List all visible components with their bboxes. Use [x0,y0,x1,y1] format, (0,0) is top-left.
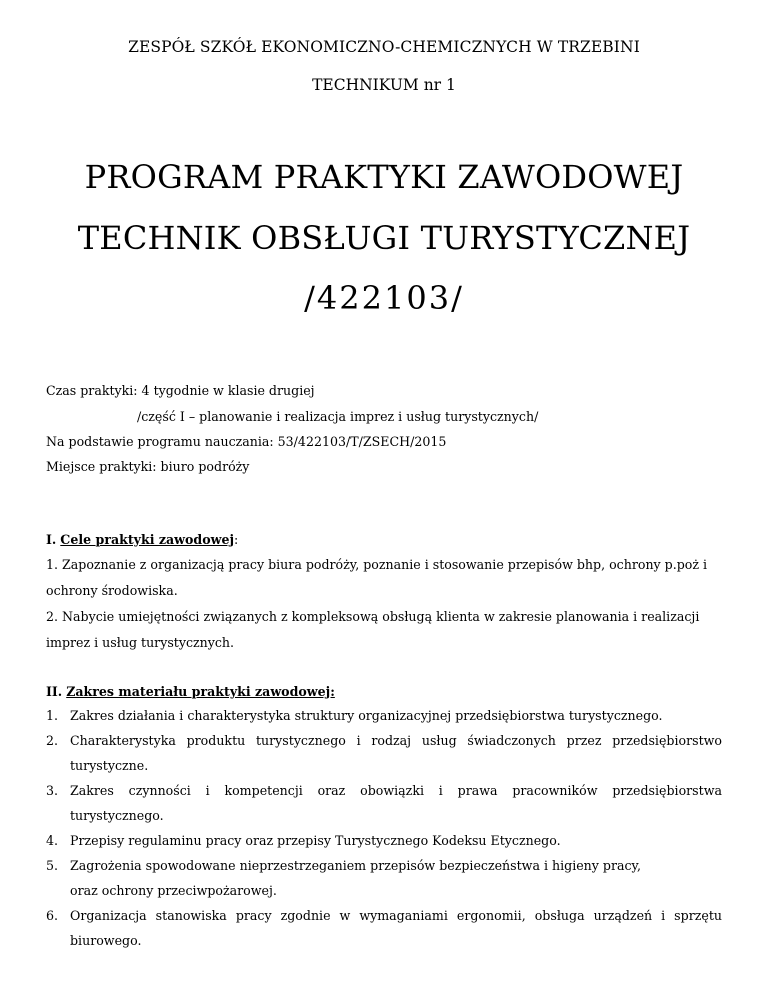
section-2-title: Zakres materiału praktyki zawodowej: [66,684,335,699]
list-item-text-continued: oraz ochrony przeciwpożarowej. [70,883,277,898]
list-item-number: 3. [46,783,59,798]
section-1-suffix: : [234,532,239,547]
list-item-text: Zagrożenia spowodowane nieprzestrzeganiem przepisów bezpieczeństwa i higieny pracy, [70,858,642,873]
list-item-text: Zakres czynności i kompetencji oraz obowiązki i prawa pracowników przedsiębiorstwa turystycznego. [70,783,722,823]
section-1-title: Cele praktyki zawodowej [60,532,235,547]
list-item [46,828,722,853]
list-item-number: 5. [46,858,59,873]
title-line-3: /422103/ [304,279,464,317]
place-text: Miejsce praktyki: biuro podróży [46,459,250,474]
basis-text: Na podstawie programu nauczania: 53/422103/T/ZSECH/2015 [46,434,447,449]
list-item-number: 6. [46,908,59,923]
list-item-number: 1. [46,708,59,723]
scope-list [46,703,722,953]
technikum-name: TECHNIKUM nr 1 [312,76,456,94]
list-item-text: Charakterystyka produktu turystycznego i rodzaj usług świadczonych przez przedsiębiorstwo turystyczne. [70,733,722,773]
school-name: ZESPÓŁ SZKÓŁ EKONOMICZNO-CHEMICZNYCH W TRZEBINI [128,38,640,56]
part-text: /część I – planowanie i realizacja imprez i usług turystycznych/ [137,409,539,424]
duration-text: Czas praktyki: 4 tygodnie w klasie drugiej [46,383,315,398]
section-1-heading [46,532,238,547]
list-item [46,778,722,828]
list-item-text: Organizacja stanowiska pracy zgodnie w wymaganiami ergonomii, obsługa urządzeń i sprzętu biurowego. [70,908,722,948]
list-item-number: 2. [46,733,59,748]
goal-2: 2. Nabycie umiejętności związanych z kompleksową obsługą klienta w zakresie planowania i realizacji imprez i usług turystycznych. [46,609,700,650]
list-item [46,728,722,778]
list-item-text: Zakres działania i charakterystyka struktury organizacyjnej przedsiębiorstwa turystycznego. [70,708,663,723]
title-line-1: PROGRAM PRAKTYKI ZAWODOWEJ [84,158,684,196]
list-item [46,903,722,953]
list-item [46,703,722,728]
goal-1: 1. Zapoznanie z organizacją pracy biura podróży, poznanie i stosowanie przepisów bhp, ochrony p.poż i ochrony środowiska. [46,557,708,598]
list-item-text: Przepisy regulaminu pracy oraz przepisy Turystycznego Kodeksu Etycznego. [70,833,561,848]
title-line-2: TECHNIK OBSŁUGI TURYSTYCZNEJ [77,219,691,257]
section-1-numeral: I. [46,532,57,547]
section-2-numeral: II. [46,684,63,699]
list-item [46,853,722,903]
section-2-heading [46,684,335,699]
list-item-number: 4. [46,833,59,848]
